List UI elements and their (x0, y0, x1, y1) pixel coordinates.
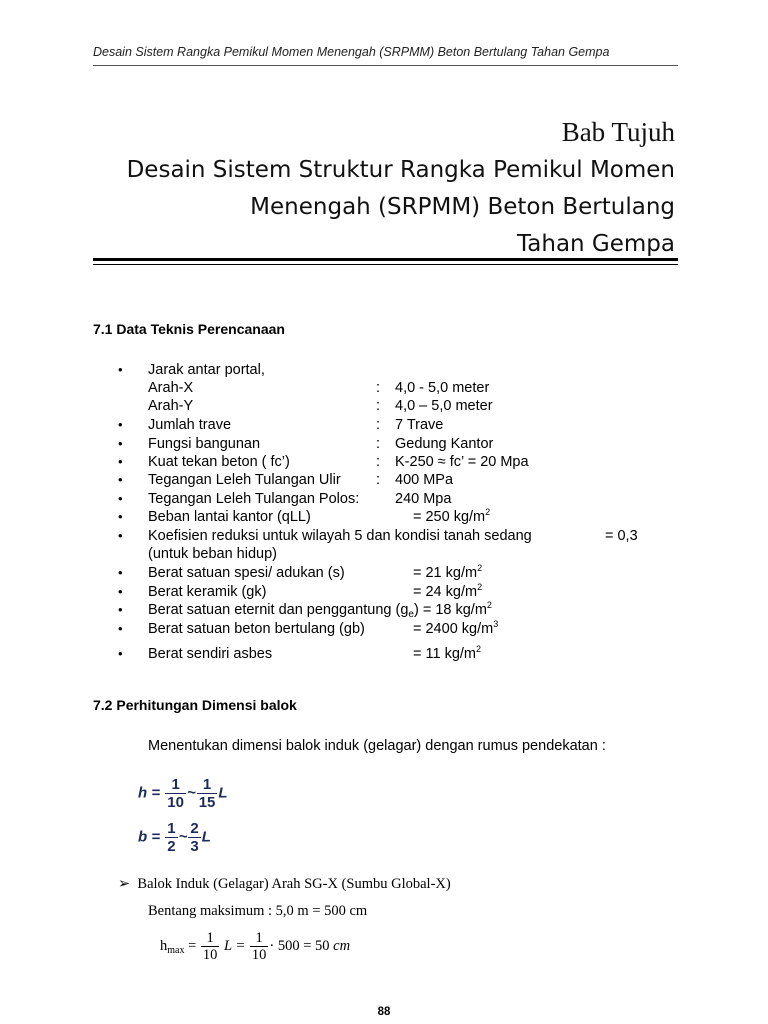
denominator: 15 (198, 794, 216, 811)
item-label-text: ) = 18 kg/m (413, 602, 487, 618)
denominator: 10 (251, 947, 267, 963)
hmax-unit: cm (333, 937, 351, 954)
numerator: 1 (201, 930, 220, 947)
fraction (165, 820, 177, 855)
exponent: 2 (477, 582, 483, 592)
span-line: Bentang maksimum : 5,0 m = 500 cm (148, 903, 368, 919)
chapter-label: Bab Tujuh (561, 117, 675, 147)
colon: : (376, 398, 381, 414)
item-value: K-250 ≈ fc’ = 20 Mpa (395, 454, 529, 470)
bullet-icon: • (118, 509, 123, 524)
item-label: Tegangan Leleh Tulangan Polos: (148, 491, 360, 507)
item-label: Arah-X (148, 380, 194, 396)
item-label: Beban lantai kantor (qLL) (148, 509, 311, 525)
bullet-icon: • (118, 491, 123, 506)
exponent: 2 (476, 644, 482, 654)
denominator: 2 (167, 838, 176, 855)
title-rule (93, 258, 678, 261)
header-rule (93, 65, 678, 66)
bullet-icon: • (118, 584, 123, 599)
bullet-icon: • (118, 417, 123, 432)
colon: : (376, 436, 381, 452)
item-label: Jarak antar portal, (148, 362, 265, 378)
denominator: 3 (190, 838, 199, 855)
item-value (413, 646, 481, 662)
item-label: Berat keramik (gk) (148, 584, 267, 600)
formula-lhs: h = (138, 784, 161, 802)
hmax-h: h (160, 937, 168, 954)
item-value (413, 509, 490, 525)
bullet-icon: • (118, 454, 123, 469)
formula-b (138, 820, 211, 855)
numerator: 1 (167, 820, 176, 837)
hmax-subscript: max (167, 944, 185, 956)
item-label: Tegangan Leleh Tulangan Ulir (148, 472, 341, 488)
item-label: Berat satuan spesi/ adukan (s) (148, 565, 345, 581)
item-value: = 0,3 (605, 528, 638, 544)
item-value-text: = 21 kg/m (413, 565, 478, 581)
item-note: (untuk beban hidup) (148, 546, 277, 562)
item-value-text: = 2400 kg/m (413, 621, 494, 637)
formula-var: L (201, 828, 211, 846)
subscript: e (408, 609, 414, 620)
arrow-item-text: Balok Induk (Gelagar) Arah SG-X (Sumbu Global-X) (137, 876, 451, 892)
hmax-tail: · 500 = 50 (269, 937, 334, 954)
bullet-icon: • (118, 528, 123, 543)
item-label: Berat satuan beton bertulang (gb) (148, 621, 365, 637)
item-value (413, 584, 482, 600)
item-label: Arah-Y (148, 398, 194, 414)
exponent: 2 (486, 600, 492, 610)
colon: : (376, 472, 381, 488)
chapter-title-line: Desain Sistem Struktur Rangka Pemikul Momen (126, 157, 675, 183)
fraction (197, 776, 218, 811)
running-header: Desain Sistem Rangka Pemikul Momen Menengah (SRPMM) Beton Bertulang Tahan Gempa (93, 45, 610, 59)
bullet-icon: • (118, 472, 123, 487)
bullet-icon: • (118, 362, 123, 377)
item-label: Fungsi bangunan (148, 436, 261, 452)
section-heading: 7.2 Perhitungan Dimensi balok (93, 697, 297, 713)
chapter-title-line: Tahan Gempa (517, 231, 675, 257)
hmax-eq: = (184, 937, 200, 954)
item-label: Berat sendiri asbes (148, 646, 273, 662)
numerator: 2 (190, 820, 199, 837)
item-value-text: = 250 kg/m (413, 509, 486, 525)
bullet-icon: • (118, 646, 123, 661)
colon: : (376, 417, 381, 433)
intro-text: Menentukan dimensi balok induk (gelagar) dengan rumus pendekatan : (148, 738, 606, 754)
item-value: 4,0 - 5,0 meter (395, 380, 490, 396)
item-value-text: = 24 kg/m (413, 584, 478, 600)
denominator: 10 (167, 794, 184, 811)
fraction (165, 776, 186, 811)
formula-lhs: b = (138, 828, 161, 846)
fraction (201, 930, 220, 963)
exponent: 2 (485, 507, 491, 517)
denominator: 10 (202, 947, 218, 963)
numerator: 1 (197, 776, 218, 794)
item-label: Koefisien reduksi untuk wilayah 5 dan kondisi tanah sedang (148, 528, 532, 544)
hmax-mid: L = (220, 937, 249, 954)
fraction (188, 820, 200, 855)
title-rule-thin (93, 264, 678, 265)
formula-sep: ~ (186, 784, 196, 802)
bullet-icon: • (118, 565, 123, 580)
item-value: Gedung Kantor (395, 436, 494, 452)
item-value-text: = 11 kg/m (413, 646, 476, 662)
bullet-icon: • (118, 621, 123, 636)
item-value: 7 Trave (395, 417, 444, 433)
colon: : (376, 454, 381, 470)
chapter-title-line: Menengah (SRPMM) Beton Bertulang (250, 194, 675, 220)
bullet-icon: • (118, 436, 123, 451)
item-value: 4,0 – 5,0 meter (395, 398, 493, 414)
item-label: Kuat tekan beton ( fc’) (148, 454, 290, 470)
section-heading: 7.1 Data Teknis Perencanaan (93, 321, 285, 337)
bullet-icon: • (118, 602, 123, 617)
item-label: Jumlah trave (148, 417, 232, 433)
formula-sep: ~ (178, 828, 188, 846)
numerator: 1 (165, 776, 186, 794)
item-value (413, 621, 498, 637)
formula-h (138, 776, 228, 811)
chapter-title (85, 152, 675, 263)
item-value (413, 565, 482, 581)
item-label (148, 602, 492, 618)
item-value: 240 Mpa (395, 491, 452, 507)
fraction (250, 930, 269, 963)
exponent: 2 (477, 563, 483, 573)
arrow-bullet-icon: ➢ (118, 876, 131, 892)
page-number: 88 (377, 1006, 391, 1018)
item-value: 400 MPa (395, 472, 454, 488)
colon: : (376, 380, 381, 396)
numerator: 1 (250, 930, 269, 947)
arrow-list-item (118, 876, 451, 893)
item-label-text: Berat satuan eternit dan penggantung (g (148, 602, 409, 618)
exponent: 3 (493, 619, 499, 629)
formula-var: L (218, 784, 228, 802)
formula-hmax (160, 930, 350, 963)
